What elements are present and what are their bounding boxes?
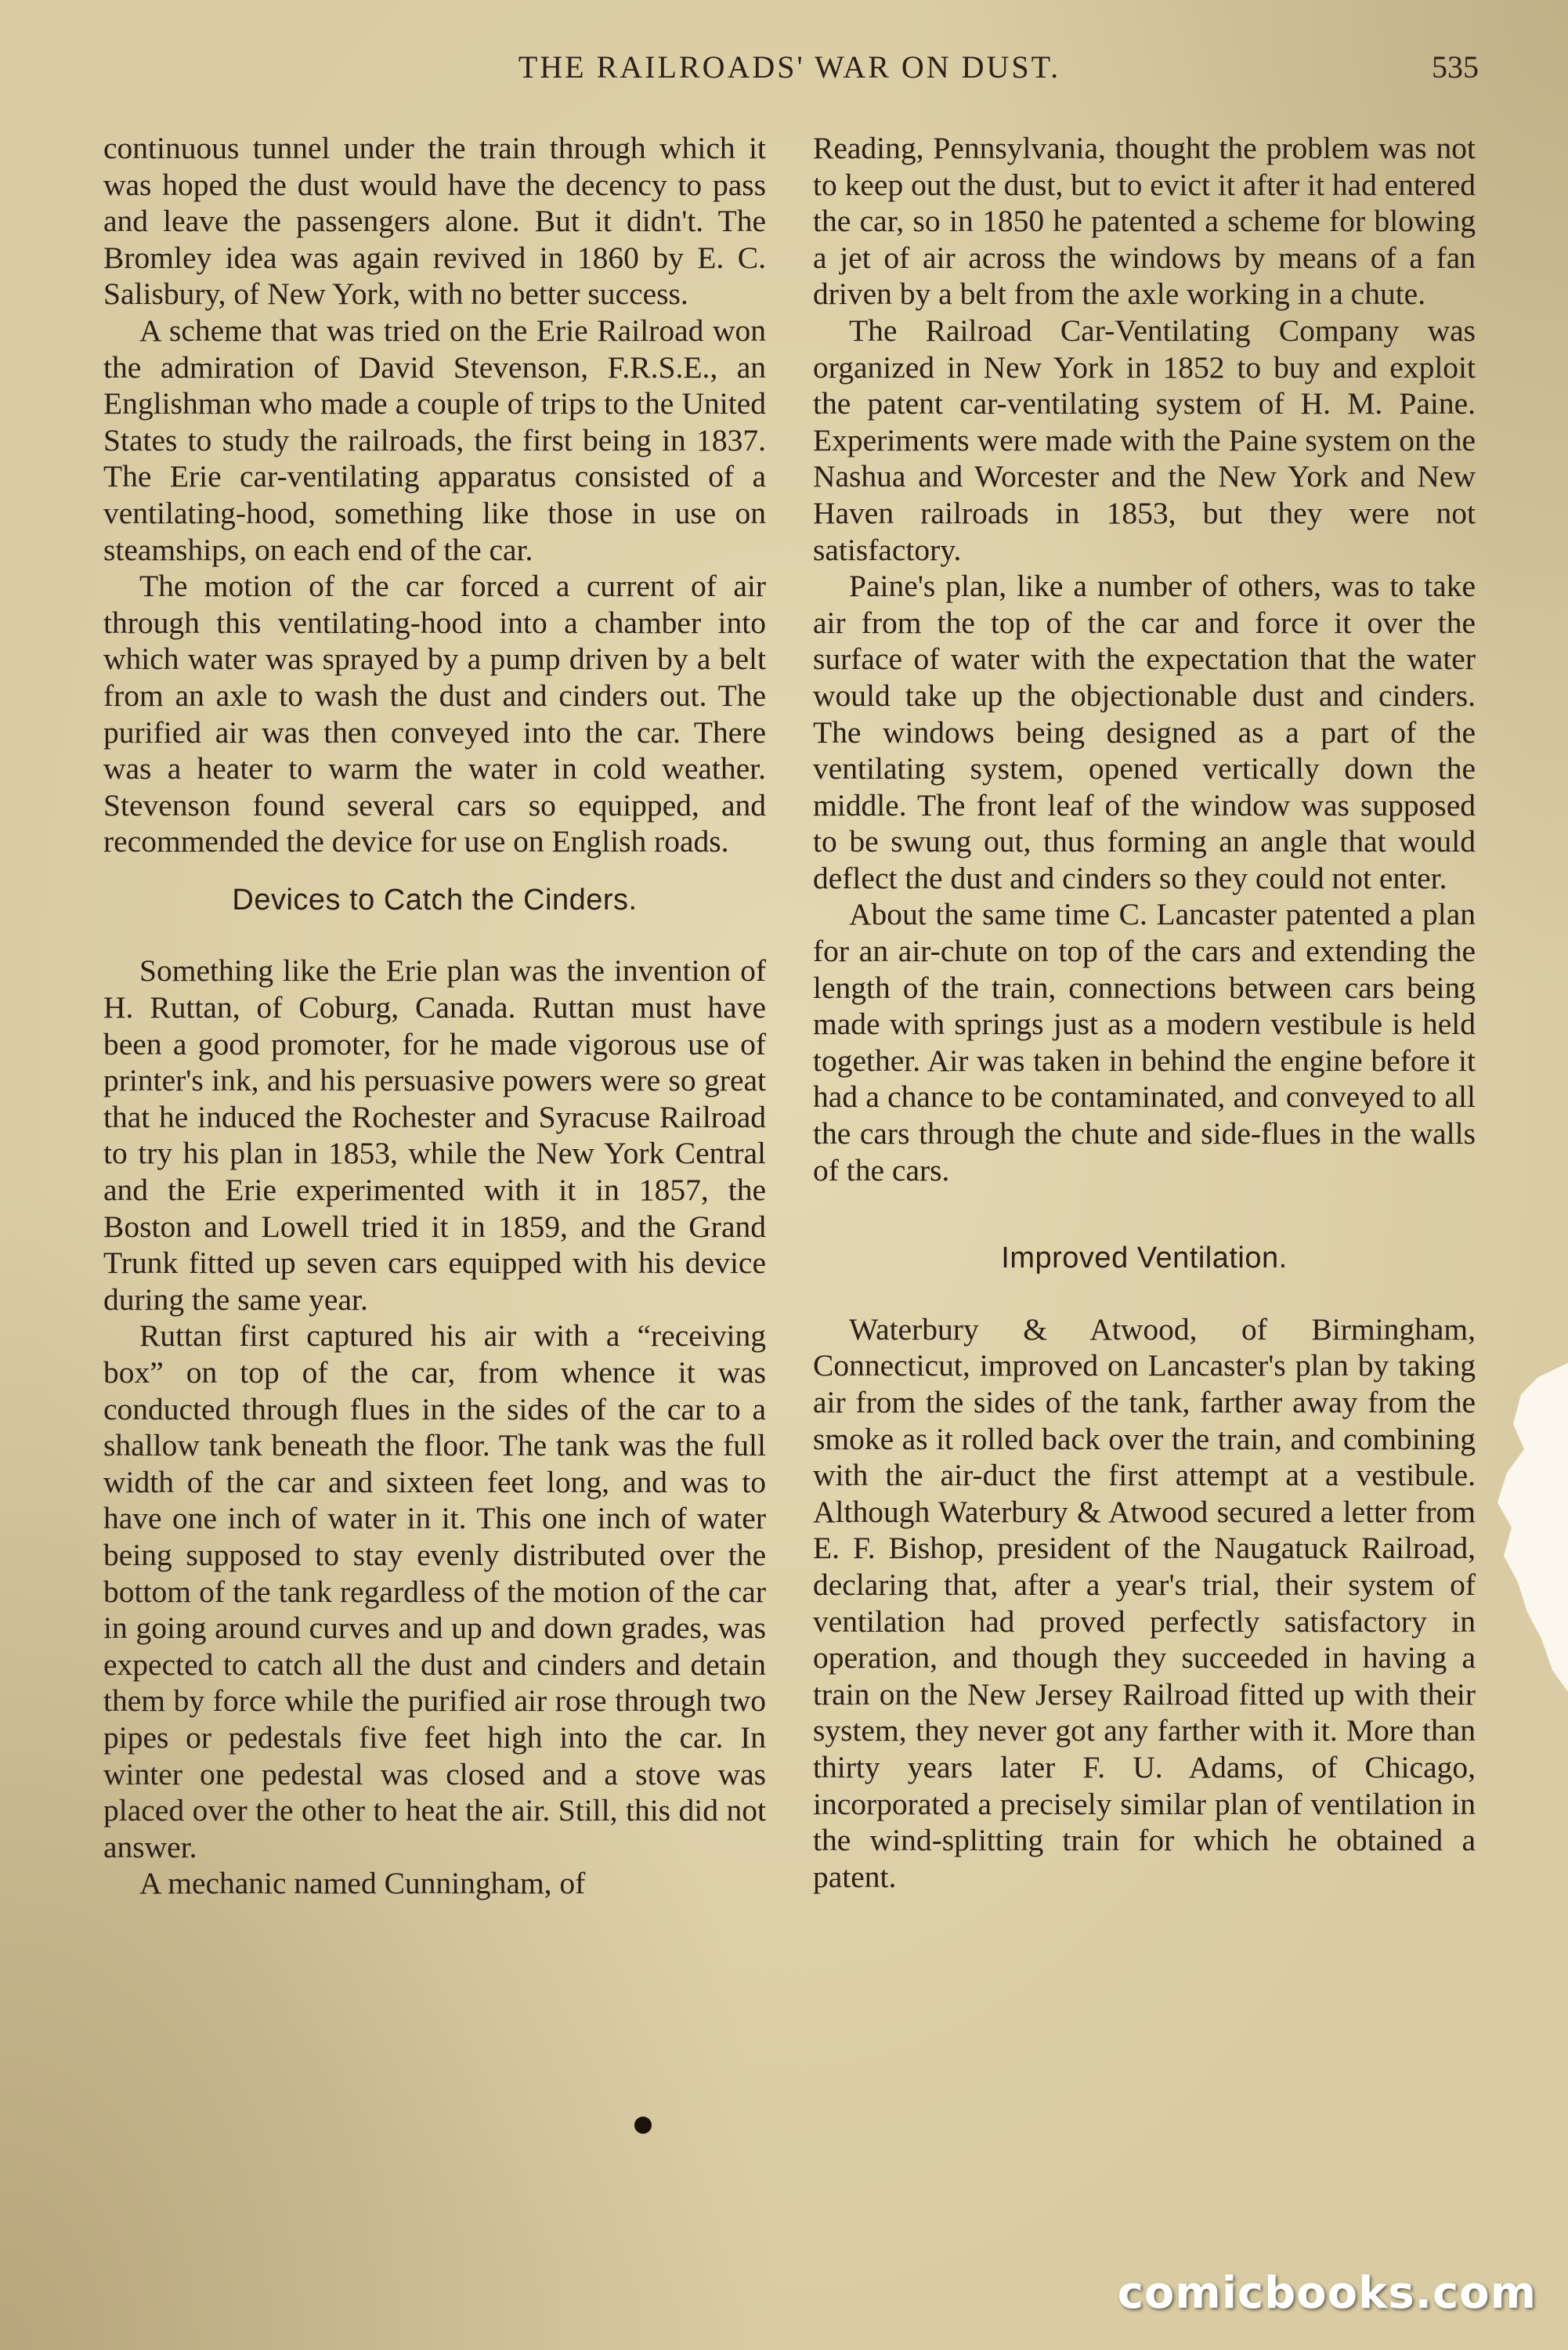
- paragraph: Waterbury & Atwood, of Birmingham, Connecticut, improved on Lancaster's plan by taking air from the sides of the tank, farther away from the smoke as it rolled back over the train, and combining with the air-duct the first attempt at a vestibule. Although Waterbury & Atwood secured a letter from E. F. Bishop, president of the Naugatuck Railroad, declaring that, after a year's trial, their system of ventilation had proved perfectly satisfactory in operation, and though they succeeded in having a train on the New Jersey Railroad fitted up with their system, they never got any farther with it. More than thirty years later F. U. Adams, of Chicago, incorporated a precisely similar plan of ventilation in the wind-splitting train for which he obtained a patent.: [813, 1311, 1476, 1894]
- section-heading: Improved Ventilation.: [1001, 1242, 1288, 1275]
- paragraph: Reading, Pennsylvania, thought the problem was not to keep out the dust, but to evict it after it had entered the car, so in 1850 he patented a scheme for blowing a jet of air across the windows by means of a fan driven by a belt from the axle working in a chute.: [813, 131, 1476, 312]
- paragraph: The Railroad Car-Ventilating Company was organized in New York in 1852 to buy and exploit the patent car-ventilating system of H. M. Paine. Experiments were made with the Paine system on the Nashua and Worcester and the New York and New Haven railroads in 1853, but they were not satisfactory.: [813, 313, 1476, 567]
- page-header: [100, 49, 1479, 96]
- paragraph: The motion of the car forced a current of air through this ventilating-hood into a chamber into which water was sprayed by a pump driven by a belt from an axle to wash the dust and cinders out. The purified air was then conveyed into the car. There was a heater to warm the water in cold weather. Stevenson found several cars so equipped, and recommended the device for use on English roads.: [103, 569, 766, 859]
- running-title: THE RAILROADS' WAR ON DUST.: [518, 49, 1061, 85]
- torn-paper-edge: [1466, 1363, 1568, 1692]
- paragraph: A mechanic named Cunningham, of: [139, 1866, 586, 1901]
- left-column: [103, 130, 766, 1902]
- paragraph: Something like the Erie plan was the invention of H. Ruttan, of Coburg, Canada. Ruttan must have been a good promoter, for he made vigorous use of printer's ink, and his persuasive powers were so great that he induced the Rochester and Syracuse Railroad to try his plan in 1853, while the New York Central and the Erie experimented with it in 1857, the Boston and Lowell tried it in 1859, and the Grand Trunk fitted up seven cars equipped with his device during the same year.: [103, 953, 766, 1317]
- paragraph: About the same time C. Lancaster patented a plan for an air-chute on top of the cars and extending the length of the train, connections between cars being made with springs just as a modern vestibule is held together. Air was taken in behind the engine before it had a chance to be contaminated, and conveyed to all the cars through the chute and side-flues in the walls of the cars.: [813, 897, 1476, 1188]
- page-number: 535: [1432, 49, 1479, 85]
- ink-spot: [634, 2117, 652, 2134]
- paragraph: A scheme that was tried on the Erie Railroad won the admiration of David Stevenson, F.R.S.E., an Englishman who made a couple of trips to the United States to study the railroads, the first being in 1837. The Erie car-ventilating apparatus consisted of a ventilating-hood, something like those in use on steamships, on each end of the car.: [103, 313, 766, 567]
- paragraph: continuous tunnel under the train through which it was hoped the dust would have the decency to pass and leave the passengers alone. But it didn't. The Bromley idea was again revived in 1860 by E. C. Salisbury, of New York, with no better success.: [103, 131, 766, 312]
- right-column: [813, 130, 1476, 1895]
- paragraph: Paine's plan, like a number of others, was to take air from the top of the car and force it over the surface of water with the expectation that the water would take up the objectionable dust and cinders. The windows being designed as a part of the ventilating system, opened vertically down the middle. The front leaf of the window was supposed to be swung out, thus forming an angle that would deflect the dust and cinders so they could not enter.: [813, 569, 1476, 895]
- paragraph: Ruttan first captured his air with a “receiving box” on top of the car, from whence it was conducted through flues in the sides of the car to a shallow tank beneath the floor. The tank was the full width of the car and sixteen feet long, and was to have one inch of water in it. This one inch of water being supposed to stay evenly distributed over the bottom of the tank regardless of the motion of the car in going around curves and up and down grades, was expected to catch all the dust and cinders and detain them by force while the purified air rose through two pipes or pedestals five feet high into the car. In winter one pedestal was closed and a stove was placed over the other to heat the air. Still, this did not answer.: [103, 1318, 766, 1864]
- section-heading: Devices to Catch the Cinders.: [232, 883, 638, 916]
- watermark-text: comicbooks.com: [1117, 2268, 1537, 2319]
